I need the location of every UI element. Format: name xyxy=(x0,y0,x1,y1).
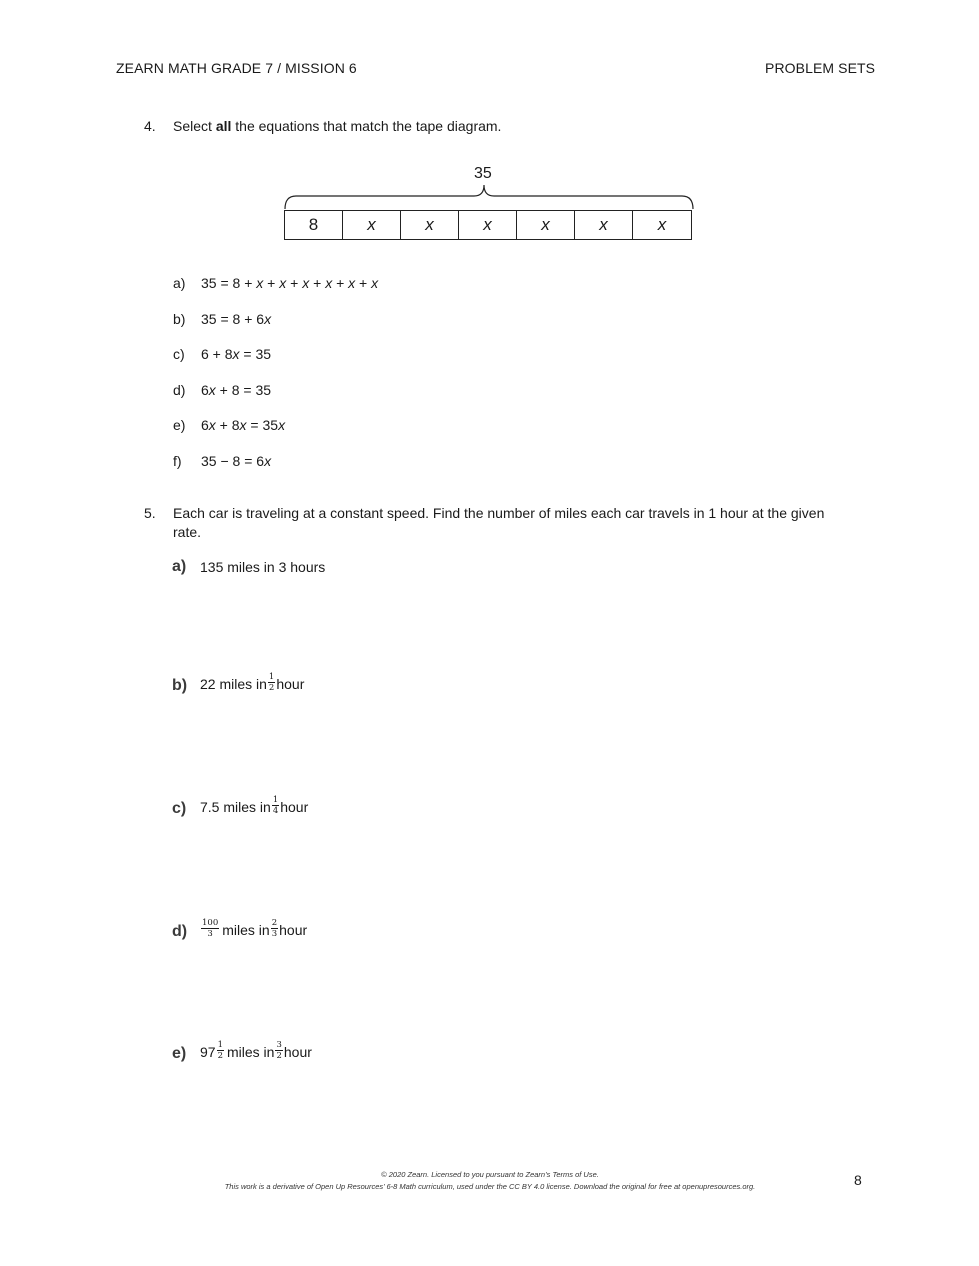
part-text: 7.5 miles in $\frac{1}{4}$ hour xyxy=(200,795,309,816)
part-text: 97 $\frac{1}{2}$ miles in $\frac{3}{2}$ hour xyxy=(200,1040,312,1061)
part-label: a) xyxy=(172,558,187,575)
option-label: c) xyxy=(173,346,185,362)
tape-cell: 8 xyxy=(285,211,343,239)
part-label: c) xyxy=(172,800,187,817)
part-label: b) xyxy=(172,677,188,694)
tape-cell: x xyxy=(459,211,517,239)
question-number: 4. xyxy=(144,118,156,134)
brace-icon xyxy=(284,183,694,211)
question-prompt-line1: Each car is traveling at a constant speed. Find the number of miles each car travels in 1 hour at the given xyxy=(173,505,825,521)
tape-cell: x xyxy=(575,211,633,239)
option-label: a) xyxy=(173,275,186,291)
tape-bar xyxy=(284,210,692,240)
option-equation: 35 − 8 = 6x xyxy=(201,453,272,469)
option-label: e) xyxy=(173,417,186,433)
part-text: 22 miles in $\frac{1}{2}$ hour xyxy=(200,672,305,693)
question-prompt: Select all the equations that match the tape diagram. xyxy=(173,118,502,134)
question-number: 5. xyxy=(144,505,156,521)
part-text: 135 miles in 3 hours xyxy=(200,559,326,575)
emphasis: all xyxy=(215,118,232,134)
question-prompt-line2: rate. xyxy=(173,524,202,540)
part-label: d) xyxy=(172,923,188,940)
fraction: $\frac{3}{2}$ xyxy=(276,1040,282,1061)
tape-total-label: 35 xyxy=(474,165,492,182)
tape-cell: x xyxy=(401,211,459,239)
tape-cell: x xyxy=(657,215,667,234)
part-text: $\frac{100}{3}$ miles in $\frac{2}{3}$ hour xyxy=(202,918,308,939)
fraction: $\frac{1}{2}$ xyxy=(217,1040,223,1061)
option-equation: 6x + 8x = 35x xyxy=(201,417,286,433)
fraction: $\frac{1}{2}$ xyxy=(268,672,275,693)
option-label: d) xyxy=(173,382,186,398)
header-section: PROBLEM SETS xyxy=(765,60,876,76)
fraction: $\frac{100}{3}$ xyxy=(202,918,219,939)
option-equation: 6 + 8x = 35 xyxy=(201,346,272,362)
tape-cell: x xyxy=(517,211,575,239)
footer-copyright: © 2020 Zearn. Licensed to you pursuant to Zearn’s Terms of Use. xyxy=(381,1170,599,1179)
page-number: 8 xyxy=(854,1172,862,1188)
part-label: e) xyxy=(172,1045,187,1062)
fraction: $\frac{1}{4}$ xyxy=(272,795,279,816)
fraction: $\frac{2}{3}$ xyxy=(271,918,278,939)
option-equation: 35 = 8 + x + x + x + x + x + x xyxy=(201,275,379,291)
footer-attribution: This work is a derivative of Open Up Resources’ 6-8 Math curriculum, used under the CC BY 4.0 license. Download the original for free at openupresources.org. xyxy=(224,1182,756,1191)
header-title: ZEARN MATH GRADE 7 / MISSION 6 xyxy=(116,60,357,76)
footer-license xyxy=(140,1169,840,1193)
option-label: b) xyxy=(173,311,186,327)
option-equation: 6x + 8 = 35 xyxy=(201,382,272,398)
option-equation: 35 = 8 + 6x xyxy=(201,311,272,327)
tape-cell: x xyxy=(343,211,401,239)
option-label: f) xyxy=(173,453,182,469)
